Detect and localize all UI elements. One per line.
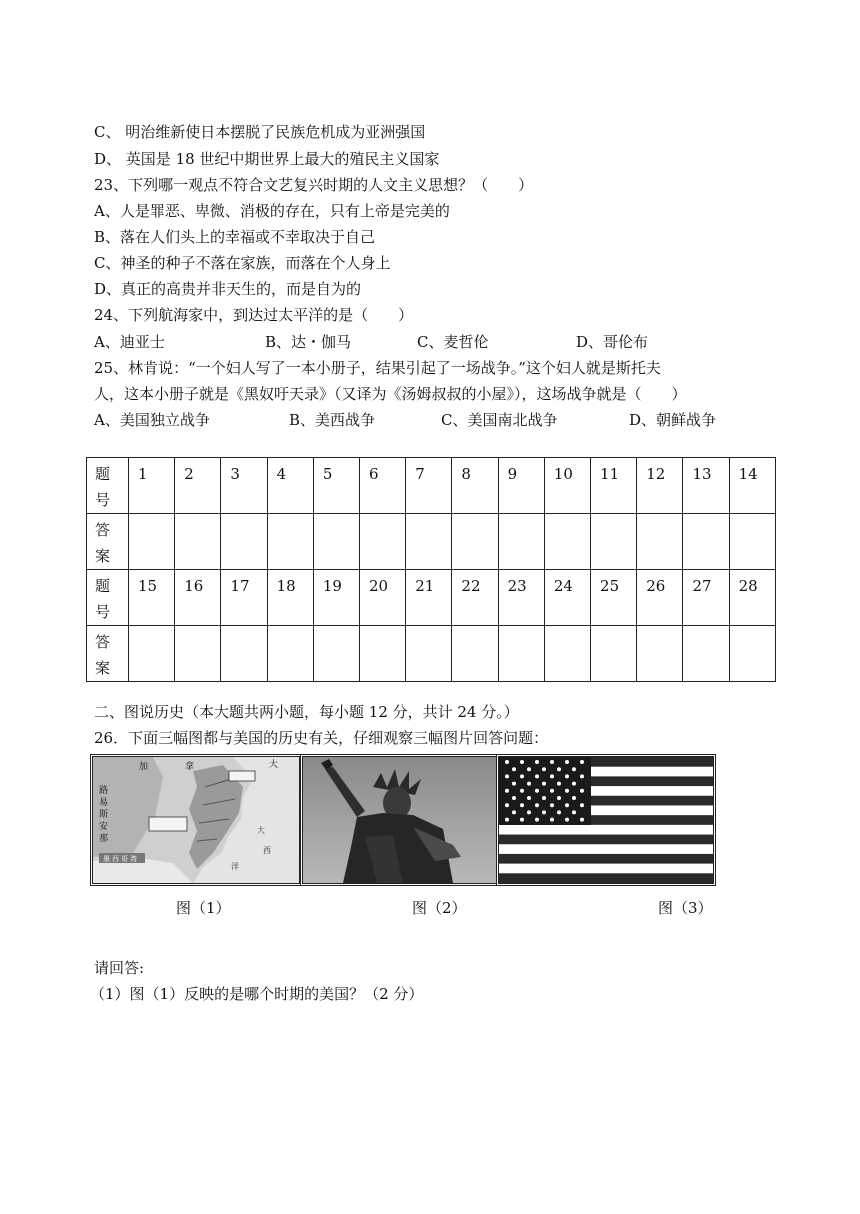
- flag-stripe: [499, 873, 713, 883]
- figure-3-caption: 图（3）: [658, 899, 713, 917]
- question-number-cell: 21: [406, 570, 452, 626]
- question-23-stem: 23、下列哪一观点不符合文艺复兴时期的人文主义思想？（ ）: [94, 176, 534, 194]
- answer-prompt: 请回答:: [94, 959, 145, 977]
- historical-map-image: [93, 757, 299, 883]
- row-label-question-number: 题 号: [87, 570, 129, 626]
- answer-cell[interactable]: [729, 514, 775, 570]
- answer-cell[interactable]: [498, 626, 544, 682]
- answer-table-number-row: [87, 458, 776, 514]
- question-number-cell: 1: [129, 458, 175, 514]
- flag-star: [535, 803, 539, 807]
- question-24-option: A、迪亚士: [94, 333, 165, 351]
- flag-star: [565, 818, 569, 822]
- question-number-cell: 14: [729, 458, 775, 514]
- question-22-option-d: D、 英国是 18 世纪中期世界上最大的殖民主义国家: [94, 150, 440, 168]
- question-number-cell: 8: [452, 458, 498, 514]
- flag-star: [580, 818, 584, 822]
- question-number-cell: 19: [313, 570, 359, 626]
- answer-cell[interactable]: [221, 626, 267, 682]
- answer-cell[interactable]: [683, 514, 729, 570]
- map-label: 易: [99, 798, 109, 808]
- us-flag-image: [499, 757, 713, 883]
- flag-star: [505, 818, 509, 822]
- flag-star: [527, 782, 531, 786]
- question-number-cell: 28: [729, 570, 775, 626]
- answer-cell[interactable]: [267, 514, 313, 570]
- flag-star: [520, 818, 524, 822]
- answer-cell[interactable]: [544, 626, 590, 682]
- question-number-cell: 4: [267, 458, 313, 514]
- question-number-cell: 10: [544, 458, 590, 514]
- flag-star: [535, 789, 539, 793]
- question-number-cell: 20: [360, 570, 406, 626]
- flag-star: [542, 782, 546, 786]
- question-25-option: B、美西战争: [289, 411, 376, 429]
- flag-star: [557, 796, 561, 800]
- flag-star: [550, 760, 554, 764]
- flag-star: [565, 803, 569, 807]
- answer-table-answer-row: [87, 514, 776, 570]
- question-25-option: A、美国独立战争: [94, 411, 210, 429]
- answer-cell[interactable]: [544, 514, 590, 570]
- question-25-stem-line-2: 人，这本小册子就是《黑奴吁天录》（又译为《汤姆叔叔的小屋》），这场战争就是（ ）: [94, 385, 687, 403]
- question-23-option-b: B、落在人们头上的幸福或不幸取决于自己: [94, 228, 376, 246]
- question-number-cell: 5: [313, 458, 359, 514]
- flag-star: [550, 803, 554, 807]
- answer-cell[interactable]: [452, 626, 498, 682]
- question-number-cell: 3: [221, 458, 267, 514]
- question-23-option-a: A、人是罪恶、卑微、消极的存在，只有上帝是完美的: [94, 202, 450, 220]
- question-25-option: D、朝鲜战争: [629, 411, 717, 429]
- flag-star: [527, 810, 531, 814]
- flag-star: [565, 774, 569, 778]
- question-24-option: C、麦哲伦: [417, 333, 489, 351]
- answer-cell[interactable]: [591, 626, 637, 682]
- map-label: 湾: [130, 855, 137, 863]
- question-number-cell: 25: [591, 570, 637, 626]
- map-label: 西: [263, 846, 271, 855]
- question-25-stem-line-1: 25、林肯说：“一个妇人写了一本小册子，结果引起了一场战争。”这个妇人就是斯托夫: [94, 359, 661, 377]
- answer-table: [86, 457, 776, 682]
- answer-cell[interactable]: [129, 626, 175, 682]
- question-number-cell: 2: [175, 458, 221, 514]
- flag-star: [505, 789, 509, 793]
- question-23-option-d: D、真正的高贵并非天生的，而是自为的: [94, 280, 362, 298]
- question-26-stem: 26．下面三幅图都与美国的历史有关，仔细观察三幅图片回答问题：: [94, 729, 549, 747]
- flag-star: [512, 810, 516, 814]
- flag-star: [505, 803, 509, 807]
- flag-star: [542, 810, 546, 814]
- flag-star: [572, 782, 576, 786]
- flag-star: [520, 774, 524, 778]
- section-2-heading: 二、图说历史（本大题共两小题，每小题 12 分，共计 24 分。）: [94, 703, 519, 721]
- answer-cell[interactable]: [175, 626, 221, 682]
- question-number-cell: 18: [267, 570, 313, 626]
- map-label: 西: [112, 855, 119, 863]
- flag-star: [505, 774, 509, 778]
- flag-star: [512, 767, 516, 771]
- flag-star: [565, 789, 569, 793]
- flag-star: [512, 796, 516, 800]
- flag-stripe: [499, 854, 713, 864]
- flag-star: [520, 803, 524, 807]
- question-26-sub-1: （1）图（1）反映的是哪个时期的美国？（2 分）: [90, 985, 424, 1003]
- map-label: 路: [99, 786, 109, 796]
- flag-star: [580, 760, 584, 764]
- figure-2-caption: 图（2）: [412, 899, 467, 917]
- question-22-option-c: C、 明治维新使日本摆脱了民族危机成为亚洲强国: [94, 123, 426, 141]
- flag-star: [572, 767, 576, 771]
- answer-cell[interactable]: [175, 514, 221, 570]
- answer-cell[interactable]: [406, 514, 452, 570]
- map-label: 墨: [103, 855, 110, 863]
- answer-cell[interactable]: [637, 626, 683, 682]
- flag-star: [527, 796, 531, 800]
- answer-cell[interactable]: [406, 626, 452, 682]
- answer-table-answer-row: [87, 626, 776, 682]
- map-label: 那: [99, 834, 109, 844]
- flag-star: [557, 782, 561, 786]
- question-number-cell: 15: [129, 570, 175, 626]
- figure-2-photo: [300, 754, 504, 886]
- answer-cell[interactable]: [313, 514, 359, 570]
- map-label: 大: [257, 826, 265, 835]
- flag-star: [557, 767, 561, 771]
- answer-cell[interactable]: [129, 514, 175, 570]
- flag-star: [550, 774, 554, 778]
- map-label: 洋: [231, 862, 239, 871]
- flag-star: [535, 818, 539, 822]
- answer-cell[interactable]: [452, 514, 498, 570]
- question-number-cell: 9: [498, 458, 544, 514]
- answer-cell[interactable]: [683, 626, 729, 682]
- answer-cell[interactable]: [729, 626, 775, 682]
- flag-star: [580, 774, 584, 778]
- map-label: 哥: [121, 855, 128, 863]
- row-label-question-number: 题 号: [87, 458, 129, 514]
- answer-cell[interactable]: [591, 514, 637, 570]
- flag-star: [572, 810, 576, 814]
- question-number-cell: 23: [498, 570, 544, 626]
- question-number-cell: 7: [406, 458, 452, 514]
- figure-3-flag: [496, 754, 716, 886]
- question-number-cell: 17: [221, 570, 267, 626]
- question-24-option: D、哥伦布: [576, 333, 649, 351]
- answer-table-number-row: [87, 570, 776, 626]
- question-25-option: C、美国南北战争: [441, 411, 558, 429]
- question-number-cell: 16: [175, 570, 221, 626]
- question-24-option: B、达・伽马: [265, 333, 352, 351]
- flag-star: [580, 789, 584, 793]
- row-label-answer: 答 案: [87, 514, 129, 570]
- flag-star: [550, 789, 554, 793]
- map-label: 大: [269, 760, 279, 770]
- answer-cell[interactable]: [313, 626, 359, 682]
- flag-star: [535, 774, 539, 778]
- statue-of-liberty-image: [303, 757, 501, 883]
- flag-star: [565, 760, 569, 764]
- answer-cell[interactable]: [360, 626, 406, 682]
- flag-star: [527, 767, 531, 771]
- figure-1-caption: 图（1）: [176, 899, 231, 917]
- answer-cell[interactable]: [498, 514, 544, 570]
- answer-cell[interactable]: [360, 514, 406, 570]
- flag-star: [550, 818, 554, 822]
- flag-star: [505, 760, 509, 764]
- question-number-cell: 24: [544, 570, 590, 626]
- question-number-cell: 12: [637, 458, 683, 514]
- flag-star: [572, 796, 576, 800]
- row-label-answer: 答 案: [87, 626, 129, 682]
- flag-stripe: [499, 835, 713, 845]
- answer-cell[interactable]: [221, 514, 267, 570]
- answer-cell[interactable]: [637, 514, 683, 570]
- flag-star: [542, 796, 546, 800]
- map-label: 斯: [99, 810, 109, 820]
- flag-star: [520, 789, 524, 793]
- flag-star: [512, 782, 516, 786]
- question-number-cell: 13: [683, 458, 729, 514]
- question-number-cell: 26: [637, 570, 683, 626]
- question-24-stem: 24、下列航海家中，到达过太平洋的是（ ）: [94, 306, 414, 324]
- flag-star: [535, 760, 539, 764]
- flag-star: [542, 767, 546, 771]
- flag-star: [557, 810, 561, 814]
- question-number-cell: 27: [683, 570, 729, 626]
- map-label: 拿: [185, 762, 195, 772]
- flag-star: [580, 803, 584, 807]
- question-number-cell: 22: [452, 570, 498, 626]
- answer-cell[interactable]: [267, 626, 313, 682]
- map-label: 安: [99, 822, 109, 832]
- map-label: 加: [139, 762, 149, 772]
- flag-star: [520, 760, 524, 764]
- question-number-cell: 11: [591, 458, 637, 514]
- question-23-option-c: C、神圣的种子不落在家族，而落在个人身上: [94, 254, 391, 272]
- figure-1-map: [90, 754, 302, 886]
- question-number-cell: 6: [360, 458, 406, 514]
